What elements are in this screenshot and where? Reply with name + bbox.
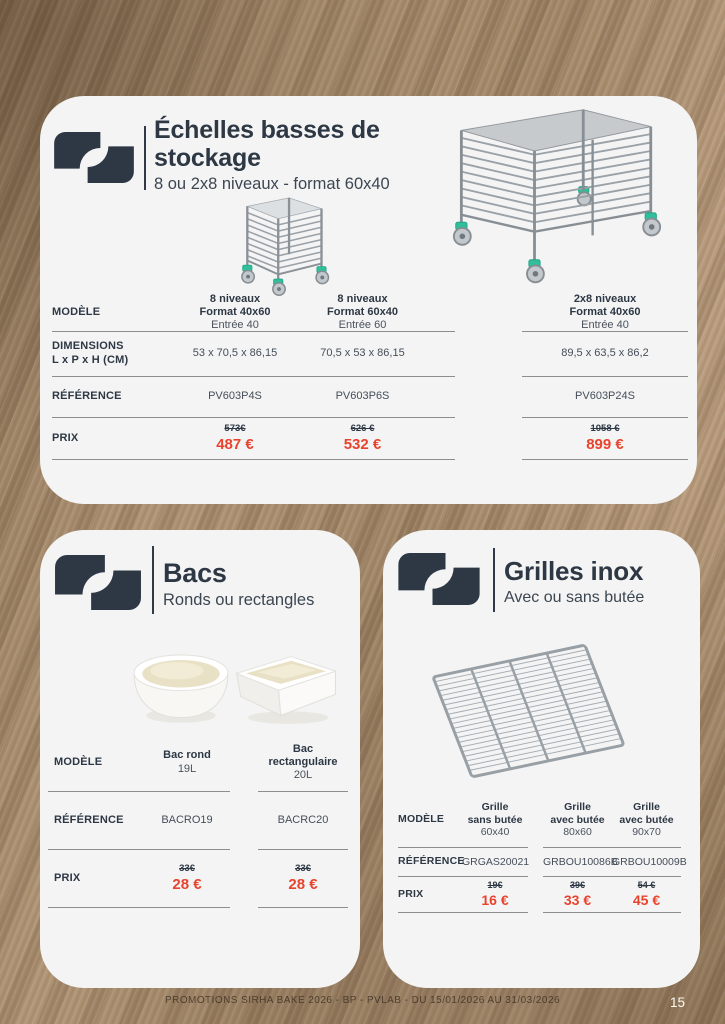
cell-model: 8 niveaux Format 60x40 Entrée 60 xyxy=(327,292,398,332)
promo-price: 16 € xyxy=(481,892,509,908)
old-price: 626 € xyxy=(350,423,375,435)
cell-reference: GRBOU10086B xyxy=(543,855,618,868)
cell-price xyxy=(258,863,348,893)
table-row-modele xyxy=(383,793,700,848)
old-price: 39€ xyxy=(569,880,586,891)
card-header xyxy=(163,558,353,610)
row-label-reference: RÉFÉRENCE xyxy=(398,855,465,868)
table-row-prix xyxy=(40,418,697,460)
card-title: Grilles inox xyxy=(504,556,644,586)
cell-reference: PV603P6S xyxy=(335,390,390,403)
row-label-modele: MODÈLE xyxy=(54,755,103,768)
old-price: 33€ xyxy=(295,863,311,875)
card-header xyxy=(154,116,426,194)
promo-price: 28 € xyxy=(288,875,318,893)
brand-logo-icon xyxy=(54,132,134,183)
page-number: 15 xyxy=(669,995,685,1010)
card-subtitle: Ronds ou rectangles xyxy=(163,591,315,610)
card-subtitle: 8 ou 2x8 niveaux - format 60x40 xyxy=(154,175,390,193)
cell-dimensions: 70,5 x 53 x 86,15 xyxy=(320,347,405,360)
brand-logo-icon xyxy=(55,555,141,610)
header-divider xyxy=(493,548,495,612)
promo-price: 487 € xyxy=(216,435,254,453)
cell-price xyxy=(462,880,528,909)
promo-price: 33 € xyxy=(563,892,592,908)
promo-price: 28 € xyxy=(172,875,202,893)
card-echelles xyxy=(40,96,697,504)
card-header xyxy=(504,557,694,607)
brand-logo-icon xyxy=(397,553,481,605)
row-label-prix: PRIX xyxy=(54,871,81,884)
cell-price xyxy=(612,880,681,909)
cell-model: 8 niveaux Format 40x60 Entrée 40 xyxy=(199,292,271,332)
table-row-reference xyxy=(40,792,360,850)
promo-price: 45 € xyxy=(632,892,661,908)
table-row-reference xyxy=(40,377,697,418)
table-row-prix xyxy=(383,877,700,913)
cell-model: Grille avec butée 80x60 xyxy=(550,801,605,839)
grilles-table xyxy=(383,793,700,913)
rack-single-image xyxy=(223,194,335,296)
table-row-prix xyxy=(40,850,360,908)
cell-price xyxy=(165,423,305,453)
row-label-modele: MODÈLE xyxy=(52,305,101,318)
card-subtitle: Avec ou sans butée xyxy=(504,589,645,607)
cell-price xyxy=(543,880,612,909)
cell-model: 2x8 niveaux Format 40x60 Entrée 40 xyxy=(569,292,641,332)
cell-price xyxy=(144,863,230,893)
cell-model: Bac rond 19L xyxy=(163,749,211,775)
row-label-dimensions: DIMENSIONS L x P x H (CM) xyxy=(52,340,129,366)
bacs-table xyxy=(40,734,360,908)
cell-dimensions: 53 x 70,5 x 86,15 xyxy=(192,347,278,360)
cell-model: Bac rectangulaire 20L xyxy=(268,742,338,782)
old-price: 1058 € xyxy=(590,423,620,435)
echelles-table xyxy=(40,294,697,460)
promo-price: 532 € xyxy=(343,435,382,453)
cell-reference: PV603P24S xyxy=(575,390,635,403)
cell-price xyxy=(522,423,688,453)
rect-tub-image xyxy=(230,646,342,726)
old-price: 33€ xyxy=(179,863,195,875)
table-row-modele xyxy=(40,734,360,792)
cell-reference: GRBOU10009B xyxy=(612,855,687,868)
table-row-modele xyxy=(40,294,697,332)
card-bacs xyxy=(40,530,360,988)
row-label-modele: MODÈLE xyxy=(398,813,445,826)
row-label-reference: RÉFÉRENCE xyxy=(54,813,124,826)
cell-reference: GRGAS20021 xyxy=(462,855,530,868)
old-price: 54 € xyxy=(637,880,656,891)
round-tub-image xyxy=(130,640,232,728)
card-title: Échelles basses de stockage xyxy=(154,116,380,172)
row-label-reference: RÉFÉRENCE xyxy=(52,390,122,403)
rack-double-image xyxy=(452,104,662,288)
footer-text: PROMOTIONS SIRHA BAKE 2026 - BP - PVLAB - DU 15/01/2026 AU 31/03/2026 xyxy=(165,995,560,1006)
cell-price xyxy=(305,423,420,453)
promo-price: 899 € xyxy=(586,435,624,453)
card-grilles xyxy=(383,530,700,988)
old-price: 19€ xyxy=(487,880,503,891)
cell-reference: BACRC20 xyxy=(277,813,329,826)
header-divider xyxy=(144,126,146,190)
cell-dimensions: 89,5 x 63,5 x 86,2 xyxy=(561,347,649,360)
wire-grid-image xyxy=(413,615,683,787)
table-row-reference xyxy=(383,848,700,877)
row-label-prix: PRIX xyxy=(52,431,79,444)
cell-reference: PV603P4S xyxy=(208,390,262,403)
old-price: 573€ xyxy=(224,423,246,435)
table-row-dimensions xyxy=(40,332,697,377)
row-label-prix: PRIX xyxy=(398,887,424,900)
cell-model: Grille avec butée 90x70 xyxy=(619,801,674,839)
cell-model: Grille sans butée 60x40 xyxy=(467,801,523,839)
card-title: Bacs xyxy=(163,558,227,588)
cell-reference: BACRO19 xyxy=(161,813,213,826)
header-divider xyxy=(152,546,154,614)
